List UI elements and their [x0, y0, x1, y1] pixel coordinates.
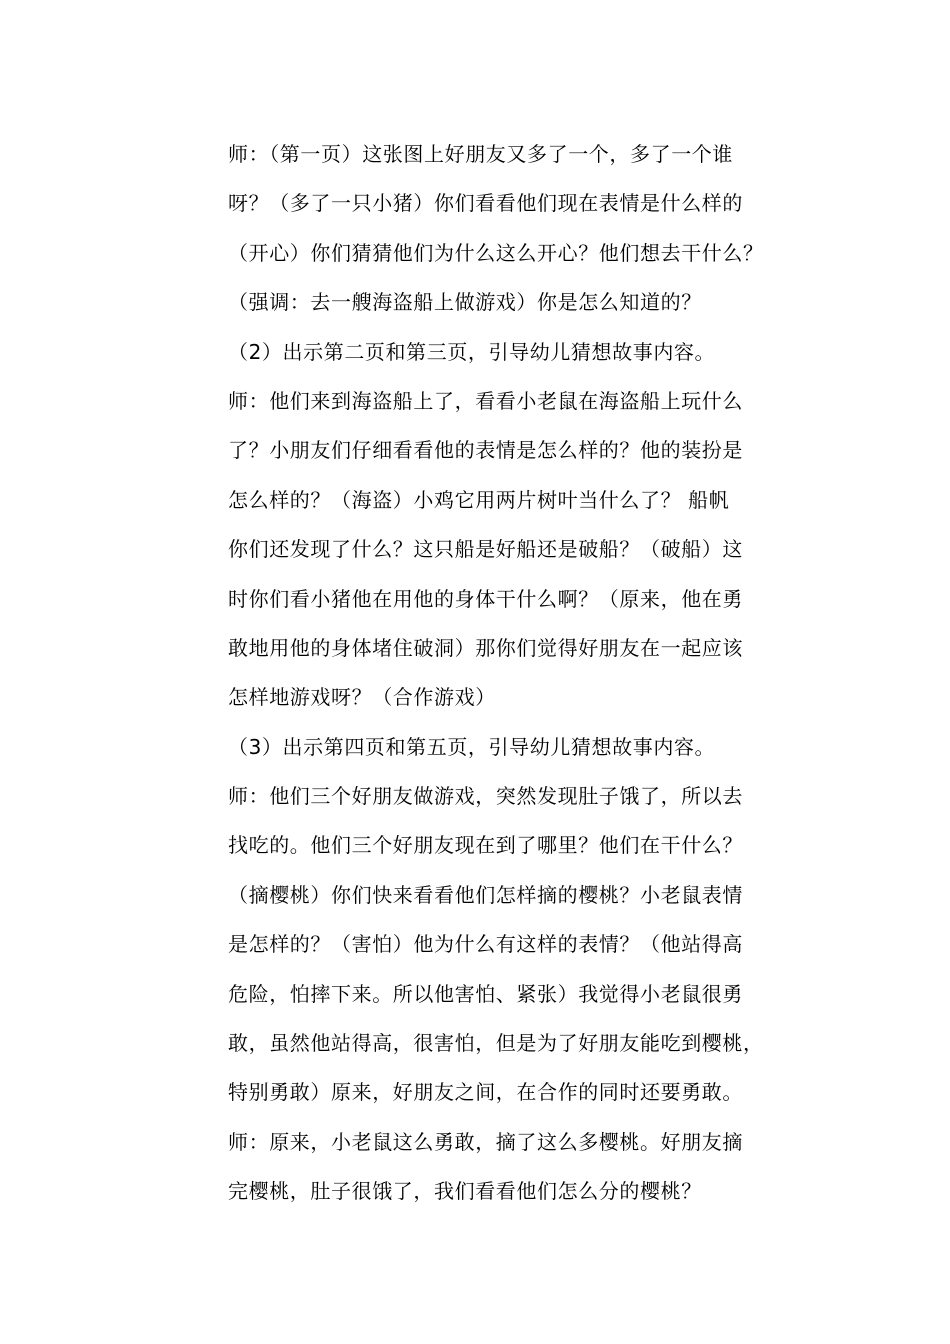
- text-line: 了？小朋友们仔细看看他的表情是怎么样的？他的装扮是: [228, 438, 743, 463]
- text-line: 时你们看小猪他在用他的身体干什么啊？（原来，他在勇: [228, 586, 743, 611]
- text-line: 完樱桃，肚子很饿了，我们看看他们怎么分的樱桃？: [228, 1179, 702, 1204]
- text-line: 师：他们来到海盗船上了，看看小老鼠在海盗船上玩什么: [228, 388, 743, 413]
- text-line: 特别勇敢）原来，好朋友之间，在合作的同时还要勇敢。: [228, 1080, 743, 1105]
- text-line: 呀？（多了一只小猪）你们看看他们现在表情是什么样的: [228, 191, 743, 216]
- text-line: 怎么样的？（海盗）小鸡它用两片树叶当什么了？ 船帆: [228, 487, 730, 512]
- body-text: [228, 130, 828, 1217]
- text-line: 敢地用他的身体堵住破洞）那你们觉得好朋友在一起应该: [228, 635, 743, 660]
- text-line: （2）出示第二页和第三页，引导幼儿猜想故事内容。: [228, 339, 716, 364]
- text-line: 危险，怕摔下来。所以他害怕、紧张）我觉得小老鼠很勇: [228, 981, 743, 1006]
- text-line: 找吃的。他们三个好朋友现在到了哪里？他们在干什么？: [228, 833, 743, 858]
- text-line: 怎样地游戏呀？（合作游戏）: [228, 685, 496, 710]
- text-line: 师：他们三个好朋友做游戏，突然发现肚子饿了，所以去: [228, 784, 743, 809]
- text-line: 是怎样的？（害怕）他为什么有这样的表情？（他站得高: [228, 932, 743, 957]
- text-line: （3）出示第四页和第五页，引导幼儿猜想故事内容。: [228, 734, 716, 759]
- text-line: （强调：去一艘海盗船上做游戏）你是怎么知道的？: [228, 290, 702, 315]
- text-line: （开心）你们猜猜他们为什么这么开心？他们想去干什么？: [228, 240, 764, 265]
- text-line: 你们还发现了什么？这只船是好船还是破船？（破船）这: [228, 537, 743, 562]
- text-line: 敢，虽然他站得高，很害怕，但是为了好朋友能吃到樱桃，: [228, 1031, 764, 1056]
- text-line: 师：原来，小老鼠这么勇敢，摘了这么多樱桃。好朋友摘: [228, 1129, 743, 1154]
- text-line: 师：（第一页）这张图上好朋友又多了一个，多了一个谁: [228, 142, 733, 166]
- text-line: （摘樱桃）你们快来看看他们怎样摘的樱桃？小老鼠表情: [228, 882, 743, 907]
